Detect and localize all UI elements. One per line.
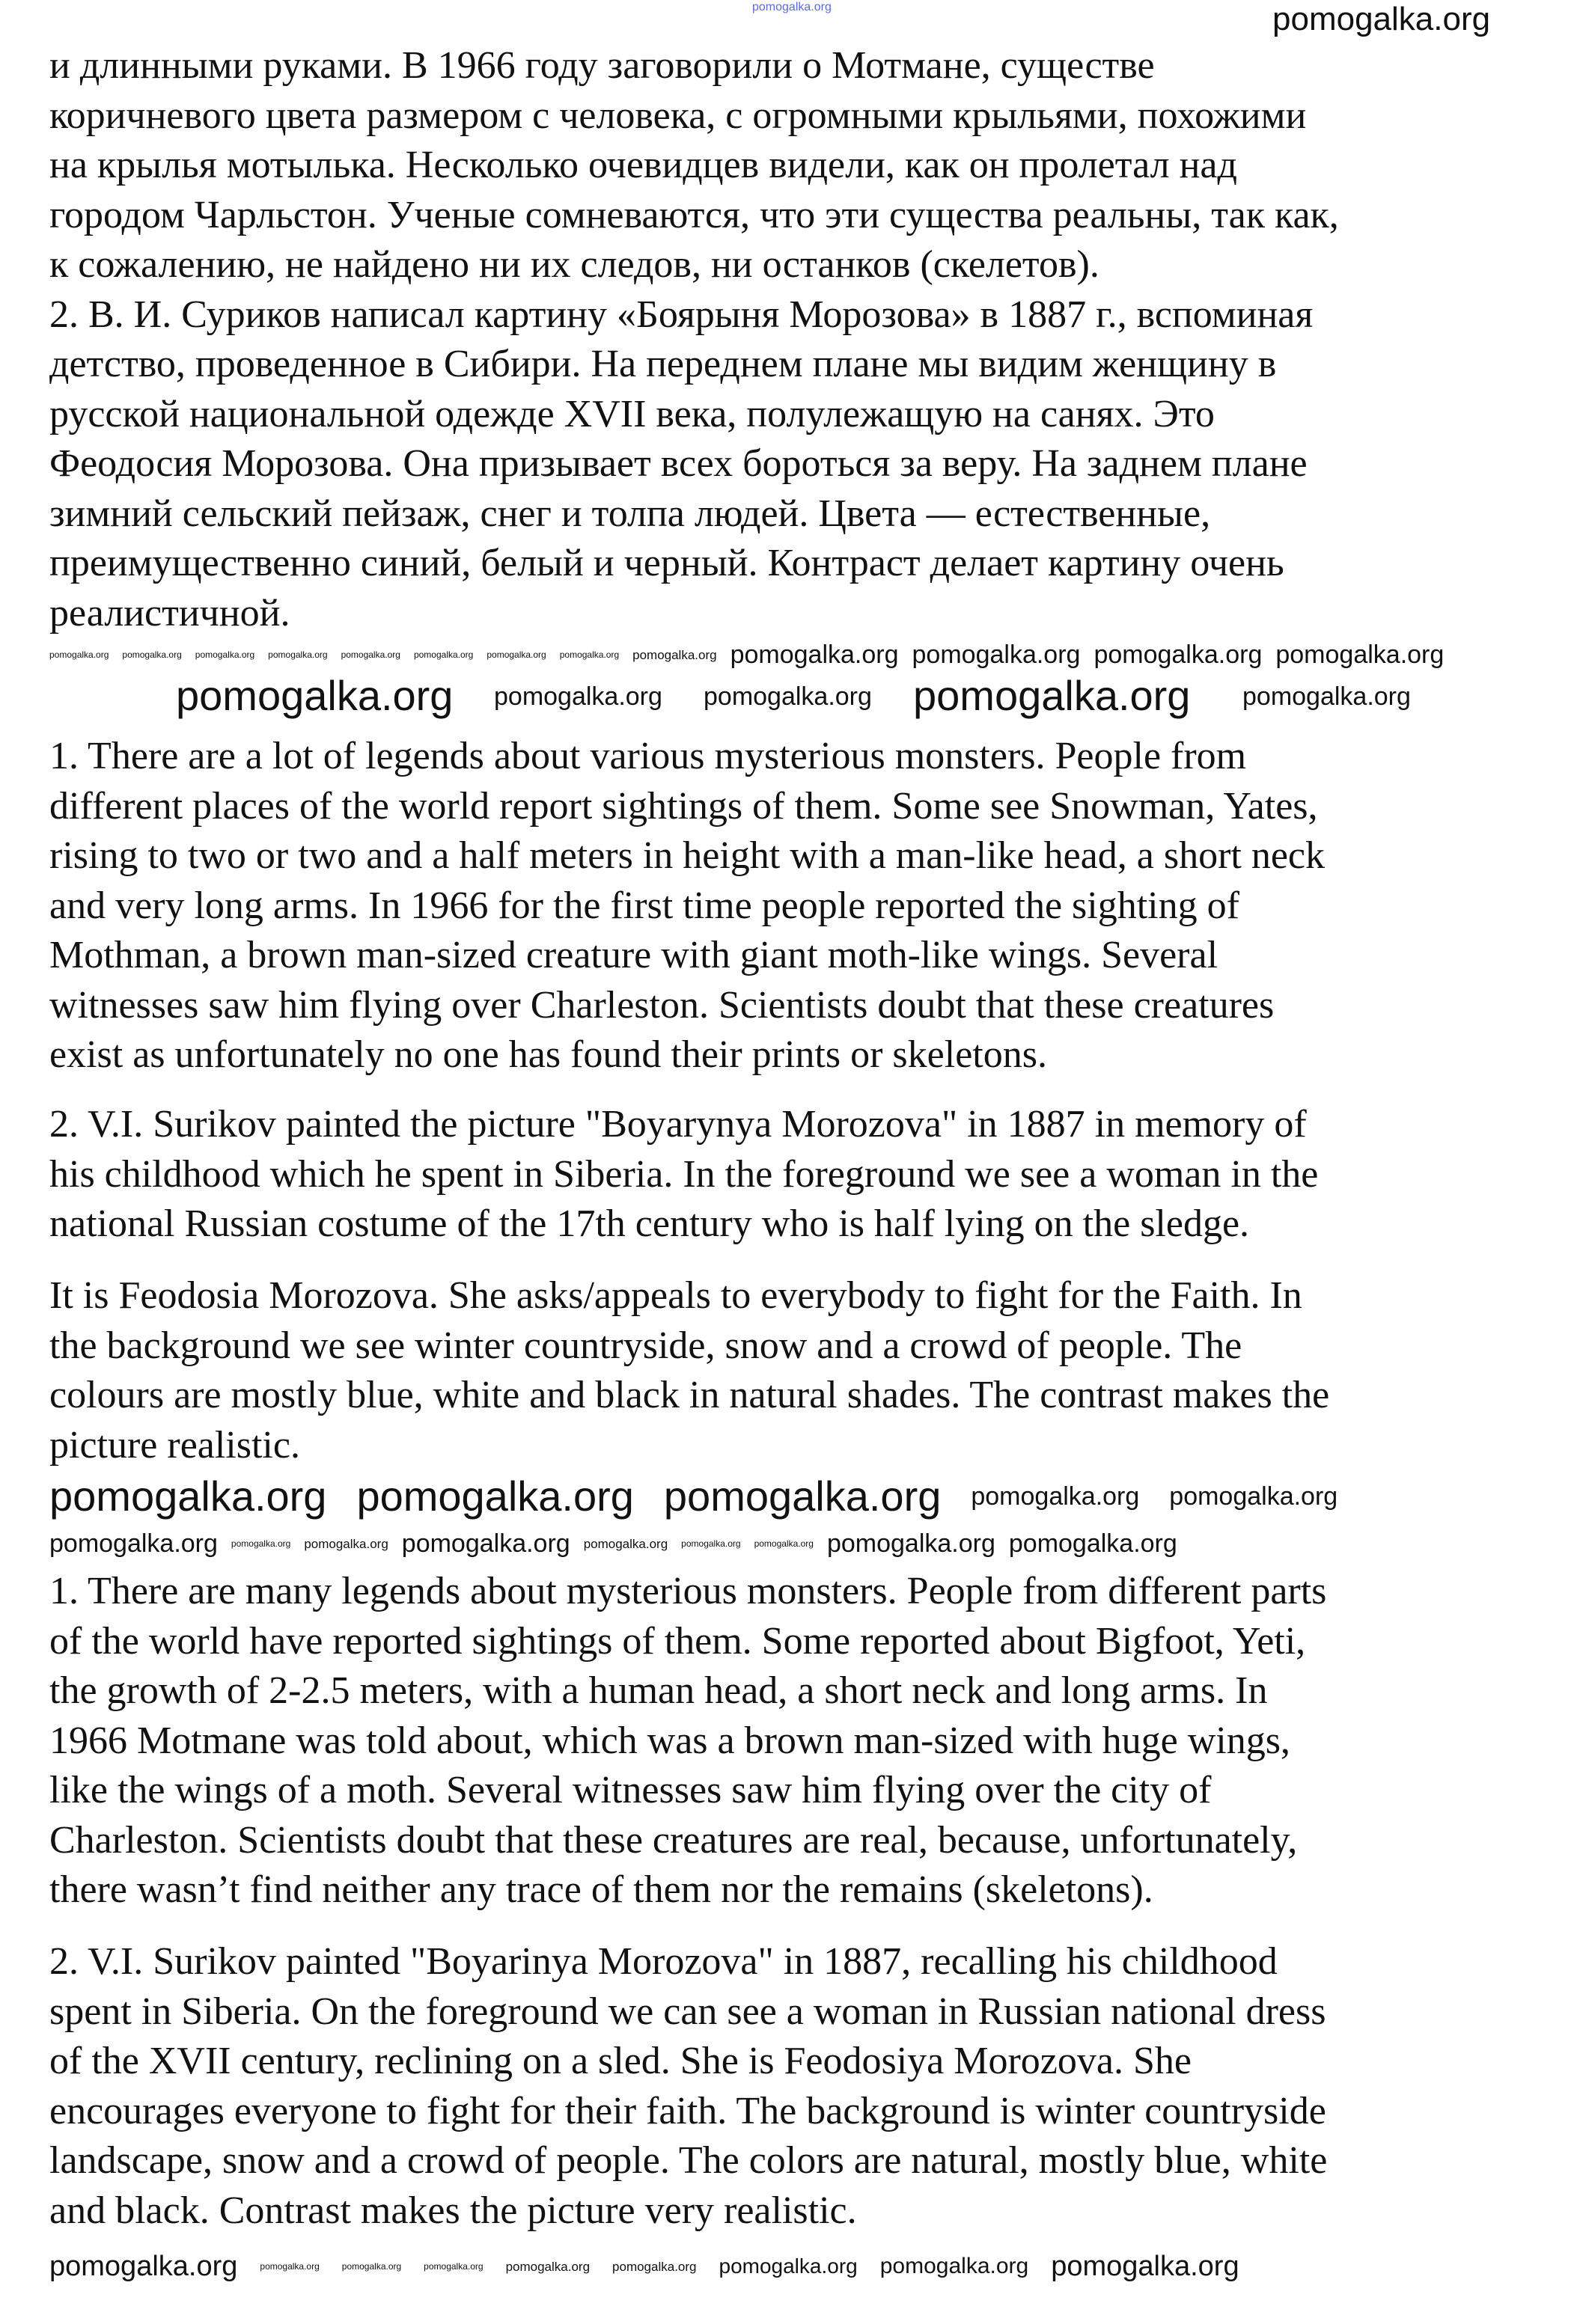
watermark: pomogalka.org [424, 2261, 484, 2272]
watermark: pomogalka.org [704, 682, 872, 711]
watermark: pomogalka.org [663, 1473, 942, 1520]
watermark: pomogalka.org [612, 2259, 697, 2274]
text-line: зимний сельский пейзаж, снег и толпа людей. Цвета — естественные, [49, 492, 1211, 535]
watermark: pomogalka.org [912, 640, 1081, 669]
watermark: pomogalka.org [341, 649, 400, 660]
text-line: городом Чарльстон. Ученые сомневаются, что эти существа реальны, так как, [49, 193, 1339, 236]
text-line: 2. В. И. Суриков написал картину «Боярыня Морозова» в 1887 г., вспоминая [49, 293, 1314, 336]
text-line: national Russian costume of the 17th century who is half lying on the sledge. [49, 1202, 1250, 1245]
text-line: 1. There are many legends about mysterious monsters. People from different parts [49, 1570, 1327, 1612]
text-line: landscape, snow and a crowd of people. The colors are natural, mostly blue, white [49, 2139, 1328, 2182]
watermark: pomogalka.org [879, 2254, 1029, 2278]
watermark: pomogalka.org [49, 649, 109, 660]
watermark-link[interactable]: pomogalka.org [752, 1, 832, 13]
watermark: pomogalka.org [195, 649, 255, 660]
text-line: на крылья мотылька. Несколько очевидцев видели, как он пролетал над [49, 144, 1237, 186]
text-line: encourages everyone to fight for their faith. The background is winter countryside [49, 2089, 1326, 2132]
text-line: colours are mostly blue, white and black in natural shades. The contrast makes the [49, 1374, 1330, 1416]
watermark: pomogalka.org [413, 649, 474, 660]
watermark: pomogalka.org [1275, 640, 1445, 669]
text-line: и длинными руками. В 1966 году заговорили о Мотмане, существе [49, 44, 1155, 87]
text-line: and very long arms. In 1966 for the first time people reported the sighting of [49, 884, 1239, 927]
text-line: different places of the world report sightings of them. Some see Snowman, Yates, [49, 784, 1318, 828]
watermark: pomogalka.org [176, 672, 454, 719]
text-line: It is Feodosia Morozova. She asks/appeals to everybody to fight for the Faith. In [49, 1274, 1302, 1317]
watermark: pomogalka.org [826, 1529, 995, 1558]
text-line: Mothman, a brown man-sized creature with giant moth-like wings. Several [49, 934, 1218, 976]
watermark: pomogalka.org [559, 649, 620, 660]
watermark: pomogalka.org [1169, 1482, 1338, 1511]
text-line: Charleston. Scientists doubt that these creatures are real, because, unfortunately, [49, 1818, 1298, 1862]
watermark: pomogalka.org [913, 672, 1191, 719]
watermark: pomogalka.org [486, 649, 546, 660]
translation-2-part-1 [49, 1567, 1326, 1915]
watermark: pomogalka.org [268, 649, 328, 660]
watermark: pomogalka.org [356, 1473, 634, 1520]
translation-1-part-3 [49, 1271, 1329, 1470]
watermark: pomogalka.org [632, 647, 717, 662]
text-line: the growth of 2-2.5 meters, with a human head, a short neck and long arms. In [49, 1669, 1268, 1712]
watermark: pomogalka.org [719, 2254, 858, 2278]
translation-2-part-2 [49, 1937, 1327, 2236]
watermark: pomogalka.org [505, 2259, 591, 2274]
text-line: к сожалению, не найдено ни их следов, ни останков (скелетов). [49, 243, 1099, 286]
text-line: русской национальной одежде XVII века, полулежащую на санях. Это [49, 392, 1215, 435]
text-line: his childhood which he spent in Siberia. In the foreground we see a woman in the [49, 1152, 1319, 1196]
watermark: pomogalka.org [122, 649, 182, 660]
watermark: pomogalka.org [494, 682, 662, 711]
text-line: детство, проведенное в Сибири. На переднем плане мы видим женщину в [49, 343, 1277, 385]
text-line: the background we see winter countryside, snow and a crowd of people. The [49, 1324, 1242, 1367]
watermark-row [49, 1531, 1177, 1556]
text-line: like the wings of a moth. Several witnesses saw him flying over the city of [49, 1769, 1212, 1811]
watermark: pomogalka.org [1242, 682, 1411, 711]
text-line: 1966 Motmane was told about, which was a brown man-sized with huge wings, [49, 1719, 1290, 1762]
watermark: pomogalka.org [260, 2261, 320, 2272]
watermark-row [49, 2252, 1239, 2281]
translation-1-part-1 [49, 732, 1325, 1080]
text-line: реалистичной. [49, 591, 290, 634]
text-line: spent in Siberia. On the foreground we can see a woman in Russian national dress [49, 1990, 1326, 2033]
watermark-row [49, 1473, 1338, 1520]
text-line: witnesses saw him flying over Charleston. Scientists doubt that these creatures [49, 983, 1275, 1027]
text-line: 2. V.I. Surikov painted "Boyarinya Morozova" in 1887, recalling his childhood [49, 1940, 1278, 1983]
watermark: pomogalka.org [1272, 1, 1491, 37]
watermark: pomogalka.org [304, 1536, 388, 1551]
text-line: of the XVII century, reclining on a sled. She is Feodosiya Morozova. She [49, 2040, 1192, 2082]
watermark: pomogalka.org [49, 1529, 218, 1558]
text-line: and black. Contrast makes the picture very realistic. [49, 2189, 857, 2232]
text-line: 1. There are a lot of legends about various mysterious monsters. People from [49, 735, 1247, 777]
text-line: picture realistic. [49, 1423, 300, 1467]
watermark: pomogalka.org [1008, 1529, 1177, 1558]
watermark: pomogalka.org [401, 1529, 570, 1558]
watermark: pomogalka.org [583, 1536, 668, 1551]
watermark-row [49, 642, 1444, 667]
russian-paragraph [49, 41, 1339, 638]
watermark: pomogalka.org [1051, 2251, 1239, 2282]
watermark: pomogalka.org [971, 1482, 1140, 1511]
watermark: pomogalka.org [231, 1538, 291, 1549]
text-line: there wasn’t find neither any trace of them nor the remains (skeletons). [49, 1868, 1153, 1911]
text-line: of the world have reported sightings of them. Some reported about Bigfoot, Yeti, [49, 1619, 1306, 1663]
watermark: pomogalka.org [49, 2251, 238, 2282]
text-line: exist as unfortunately no one has found their prints or skeletons. [49, 1033, 1047, 1076]
text-line: 2. V.I. Surikov painted the picture "Boyarynya Morozova" in 1887 in memory of [49, 1103, 1307, 1146]
text-line: Феодосия Морозова. Она призывает всех бороться за веру. На заднем плане [49, 442, 1308, 485]
watermark: pomogalka.org [341, 2261, 402, 2272]
watermark: pomogalka.org [681, 1538, 741, 1549]
text-line: коричневого цвета размером с человека, с огромными крыльями, похожими [49, 94, 1307, 137]
text-line: преимущественно синий, белый и черный. Контраст делает картину очень [49, 542, 1284, 584]
watermark: pomogalka.org [1094, 640, 1263, 669]
text-line: rising to two or two and a half meters in height with a man-like head, a short neck [49, 834, 1325, 877]
watermark: pomogalka.org [730, 640, 899, 669]
translation-1-part-2 [49, 1100, 1318, 1250]
watermark: pomogalka.org [49, 1473, 327, 1520]
watermark: pomogalka.org [754, 1538, 814, 1549]
